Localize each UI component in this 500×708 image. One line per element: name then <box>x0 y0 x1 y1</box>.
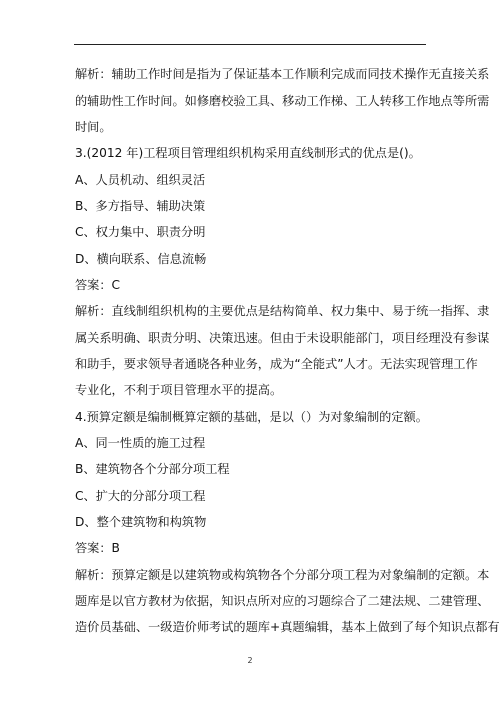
option-a: A、人员机动、组织灵活 <box>75 173 206 187</box>
text-line: 造价员基础、一级造价师考试的题库+真题编辑，基本上做到了每个知识点都有 <box>75 620 500 634</box>
option-b: B、多方指导、辅助决策 <box>75 199 206 213</box>
text-line: 题库是以官方教材为依据，知识点所对应的习题综合了二建法规、二建管理、 <box>75 594 490 608</box>
text-line: 时间。 <box>75 120 112 134</box>
option-b: B、建筑物各个分部分项工程 <box>75 462 230 476</box>
option-d: D、横向联系、信息流畅 <box>75 252 207 266</box>
text-line: 解析：直线制组织机构的主要优点是结构简单、权力集中、易于统一指挥、隶 <box>75 304 490 318</box>
question-3-stem: 3.(2012 年)工程项目管理组织机构采用直线制形式的优点是()。 <box>75 146 421 160</box>
text-line: 解析：辅助工作时间是指为了保证基本工作顺利完成而同技术操作无直接关系 <box>75 67 490 81</box>
option-d: D、整个建筑物和构筑物 <box>75 515 207 529</box>
question-4-stem: 4.预算定额是编制概算定额的基础，是以（）为对象编制的定额。 <box>75 410 428 424</box>
page-number: 2 <box>247 656 253 665</box>
text-line: 解析：预算定额是以建筑物或构筑物各个分部分项工程为对象编制的定额。本 <box>75 568 490 582</box>
option-a: A、同一性质的施工过程 <box>75 436 206 450</box>
header-rule <box>74 44 426 45</box>
text-line: 的辅助性工作时间。如修磨校验工具、移动工作梯、工人转移工作地点等所需 <box>75 94 490 108</box>
answer: 答案：B <box>75 541 120 555</box>
option-c: C、权力集中、职责分明 <box>75 225 206 239</box>
answer: 答案：C <box>75 278 121 292</box>
text-line: 属关系明确、职责分明、决策迅速。但由于未设职能部门，项目经理没有参谋 <box>75 331 490 345</box>
option-c: C、扩大的分部分项工程 <box>75 489 206 503</box>
text-line: 专业化，不利于项目管理水平的提高。 <box>75 383 283 397</box>
text-line: 和助手，要求领导者通晓各种业务，成为“全能式”人才。无法实现管理工作 <box>75 357 478 371</box>
